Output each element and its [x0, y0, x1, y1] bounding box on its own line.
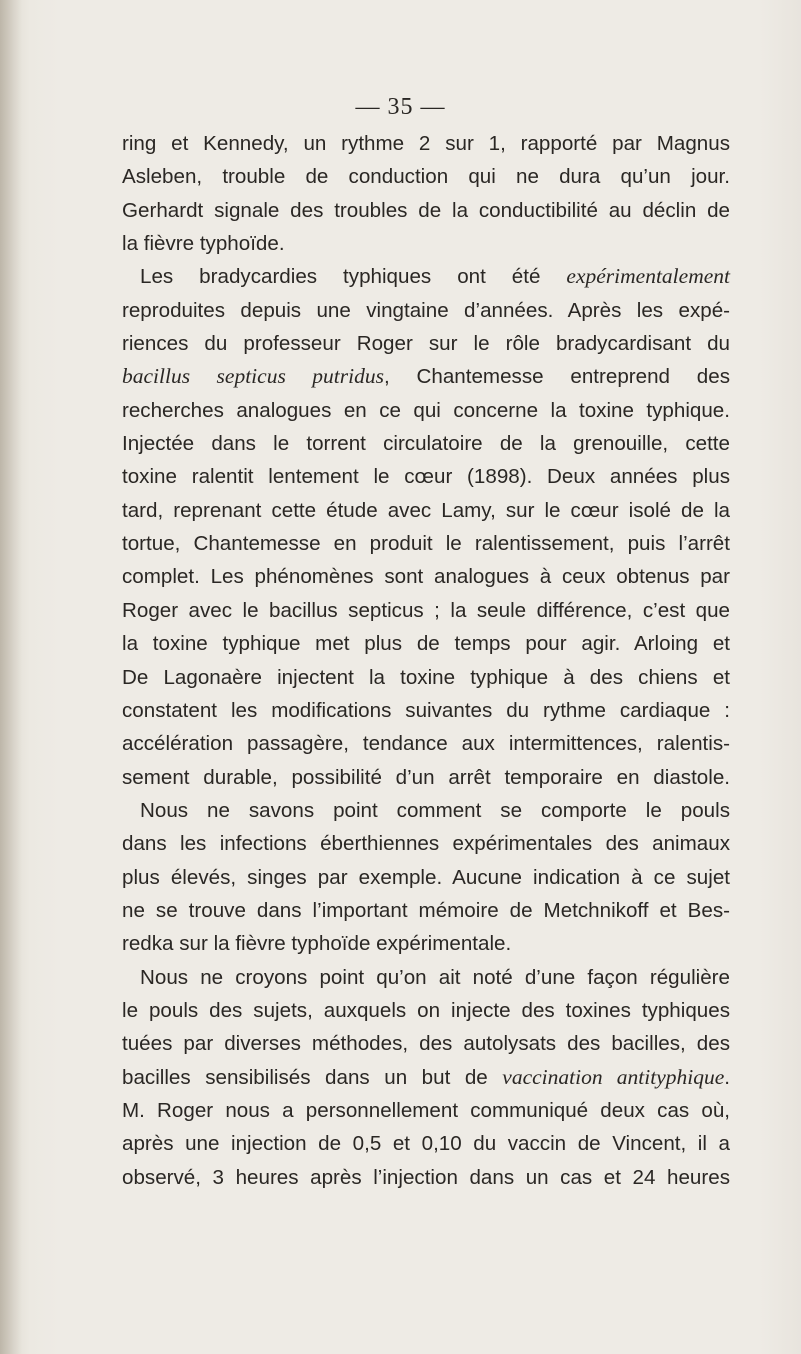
text-line: ring et Kennedy, un rythme 2 sur 1, rapporté par Magnus: [122, 132, 730, 155]
text-line: toxine ralentit lentement le cœur (1898). Deux années plus: [122, 465, 730, 489]
text-line: la toxine typhique met plus de temps pour agir. Arloing et: [122, 632, 730, 656]
text-line: après une injection de 0,5 et 0,10 du vaccin de Vincent, il a: [122, 1132, 730, 1156]
text-line: observé, 3 heures après l’injection dans un cas et 24 heures: [122, 1165, 730, 1189]
text-line: complet. Les phénomènes sont analogues à ceux obtenus par: [122, 565, 730, 589]
text-line: Les bradycardies typhiques ont été expérimentalement: [140, 264, 730, 289]
text-line: Nous ne savons point comment se comporte le pouls: [140, 798, 730, 822]
text-line: ne se trouve dans l’important mémoire de Metchnikoff et Bes-: [122, 898, 730, 922]
text-line: accélération passagère, tendance aux intermittences, ralentis-: [122, 732, 730, 756]
text-line: redka sur la fièvre typhoïde expérimentale.: [122, 932, 512, 956]
text-line: Injectée dans le torrent circulatoire de la grenouille, cette: [122, 432, 730, 456]
text-line: sement durable, possibilité d’un arrêt temporaire en diastole.: [122, 765, 730, 789]
text-line: riences du professeur Roger sur le rôle bradycardisant du: [122, 332, 730, 356]
text-line: tortue, Chantemesse en produit le ralentissement, puis l’arrêt: [122, 532, 730, 556]
italic-term: bacillus septicus putridus: [122, 364, 384, 389]
binding-shadow: [0, 0, 22, 1354]
text-line: bacillus septicus putridus, Chantemesse entreprend des: [122, 364, 731, 389]
text-line: M. Roger nous a personnellement communiqué deux cas où,: [122, 1098, 730, 1122]
text-line: la fièvre typhoïde.: [122, 232, 285, 256]
text-line: Asleben, trouble de conduction qui ne dura qu’un jour.: [122, 165, 730, 189]
italic-term: expérimentalement: [566, 264, 730, 289]
text-line: le pouls des sujets, auxquels on injecte des toxines typhiques: [122, 998, 730, 1022]
text-line: bacilles sensibilisés dans un but de vaccination antityphique.: [122, 1064, 730, 1089]
text-line: recherches analogues en ce qui concerne la toxine typhique.: [122, 398, 730, 422]
text-line: tuées par diverses méthodes, des autolysats des bacilles, des: [122, 1032, 730, 1056]
text-line: dans les infections éberthiennes expérimentales des animaux: [122, 832, 730, 856]
body-text: [122, 127, 730, 1194]
text-line: De Lagonaère injectent la toxine typhique à des chiens et: [122, 665, 730, 689]
text-line: constatent les modifications suivantes du rythme cardiaque :: [122, 698, 730, 722]
text-line: tard, reprenant cette étude avec Lamy, sur le cœur isolé de la: [122, 498, 730, 522]
italic-term: vaccination antityphique: [502, 1064, 725, 1089]
text-line: plus élevés, singes par exemple. Aucune indication à ce sujet: [122, 865, 730, 889]
text-line: Nous ne croyons point qu’on ait noté d’une façon régulière: [140, 965, 730, 989]
text-line: reproduites depuis une vingtaine d’années. Après les expé-: [122, 298, 730, 322]
page-number: — 35 —: [355, 94, 446, 120]
text-line: Gerhardt signale des troubles de la conductibilité au déclin de: [122, 198, 730, 222]
text-line: Roger avec le bacillus septicus ; la seule différence, c’est que: [122, 598, 730, 622]
